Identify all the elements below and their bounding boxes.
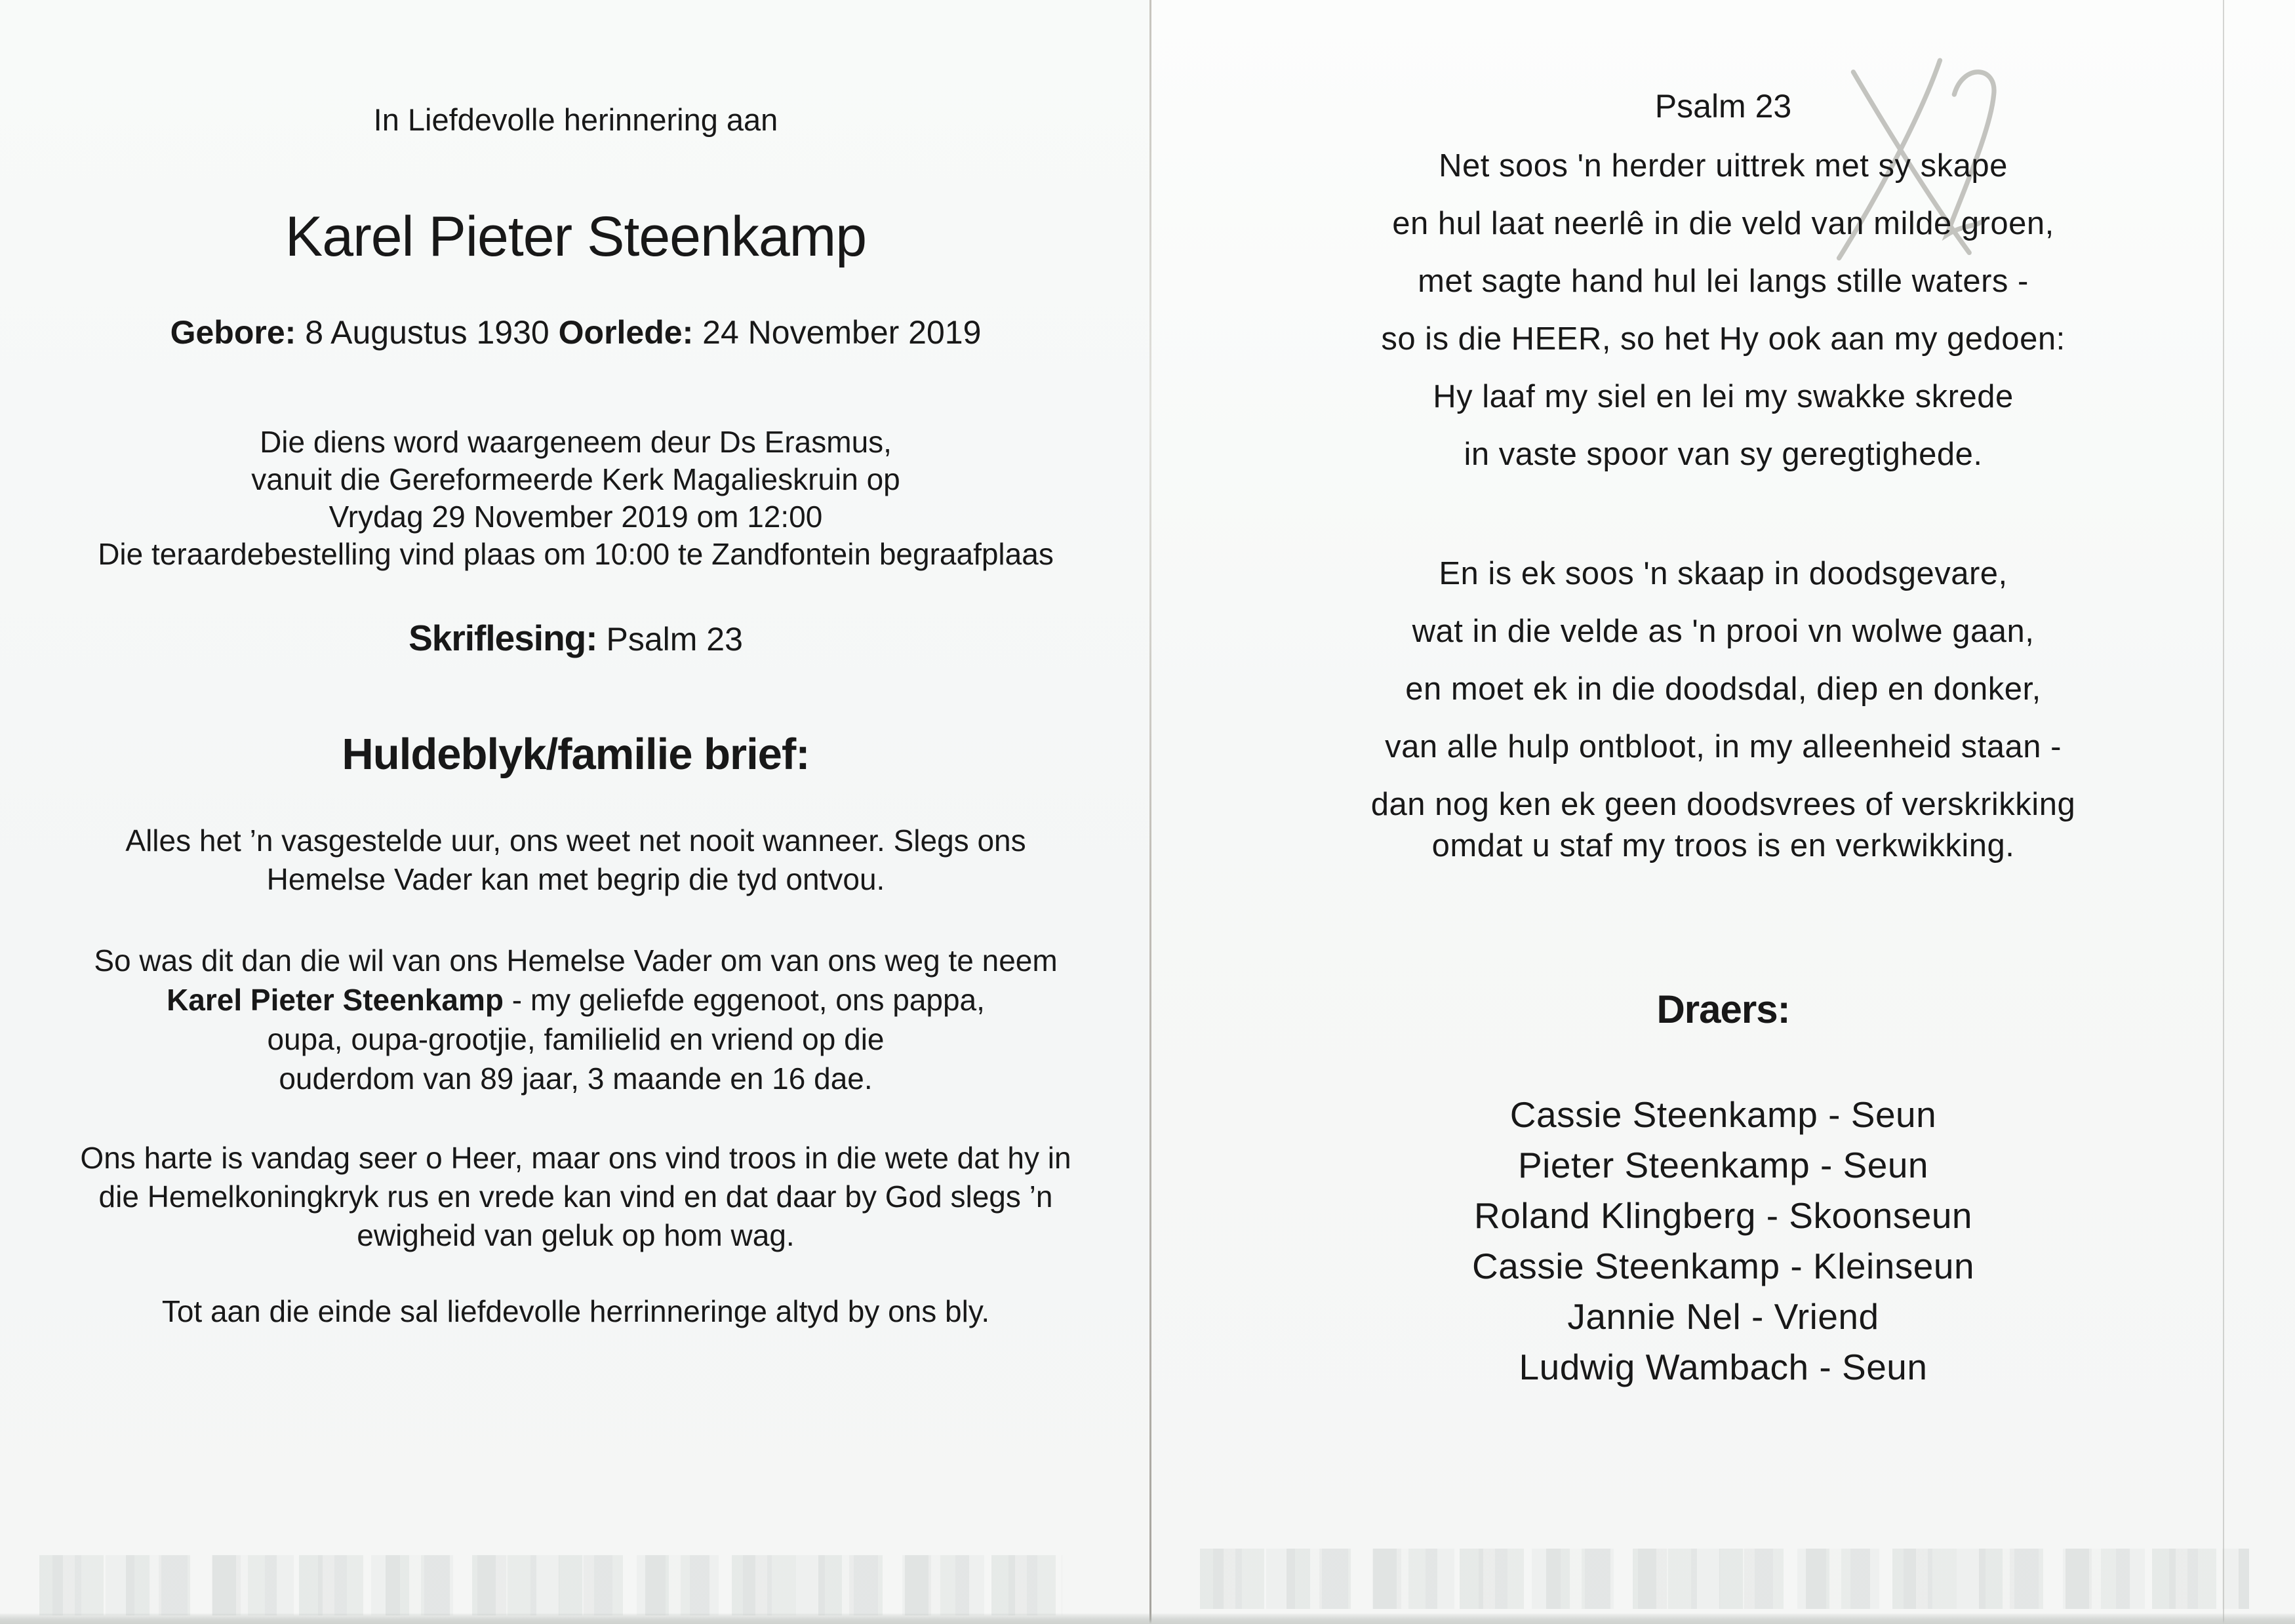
psalm-line: van alle hulp ontbloot, in my alleenheid staan - xyxy=(1385,729,2062,764)
bearer-item: Roland Klingberg - Skoonseun xyxy=(1473,1195,1973,1236)
bearers-list xyxy=(1151,1090,2295,1393)
psalm-line: Net soos 'n herder uittrek met sy skape xyxy=(1439,148,2008,184)
service-details xyxy=(0,424,1151,573)
psalm-line: in vaste spoor van sy geregtighede. xyxy=(1464,437,1983,472)
ghost-text-bleedthrough xyxy=(39,1555,1062,1615)
psalm-title: Psalm 23 xyxy=(1654,88,1792,125)
psalm-line: so is die HEER, so het Hy ook aan my gedoen: xyxy=(1381,321,2066,357)
service-line: Die teraardebestelling vind plaas om 10:00 te Zandfontein begraafplaas xyxy=(98,537,1054,571)
bearers-heading: Draers: xyxy=(1656,987,1790,1031)
tribute-line: Ons harte is vandag seer o Heer, maar ons vind troos in die wete dat hy in xyxy=(80,1141,1071,1175)
memorial-intro: In Liefdevolle herinnering aan xyxy=(373,102,778,137)
service-line: vanuit die Gereformeerde Kerk Magalieskruin op xyxy=(251,462,900,496)
psalm-line: omdat u staf my troos is en verkwikking. xyxy=(1431,828,2015,863)
psalm-line: wat in die velde as 'n prooi vn wolwe gaan, xyxy=(1412,614,2035,649)
scripture-label: Skriflesing: xyxy=(409,618,597,658)
psalm-stanza-2 xyxy=(1151,545,2295,875)
tribute-line xyxy=(0,980,1151,1020)
bearer-item: Jannie Nel - Vriend xyxy=(1567,1296,1879,1337)
bearer-item: Cassie Steenkamp - Seun xyxy=(1509,1094,1937,1135)
psalm-stanza-1 xyxy=(1151,137,2295,483)
tribute-paragraph-2 xyxy=(0,941,1151,1098)
tribute-line: ewigheid van geluk op hom wag. xyxy=(357,1218,795,1252)
tribute-heading: Huldeblyk/familie brief: xyxy=(342,730,810,779)
scripture-value: Psalm 23 xyxy=(606,621,743,658)
page-right xyxy=(1151,0,2295,1624)
bearer-item: Ludwig Wambach - Seun xyxy=(1519,1347,1928,1387)
life-dates xyxy=(0,313,1151,351)
tribute-line: ouderdom van 89 jaar, 3 maande en 16 dae. xyxy=(279,1061,873,1096)
scan-bottom-edge xyxy=(0,1614,2295,1624)
died-label: Oorlede: xyxy=(558,314,694,351)
scripture-reading xyxy=(0,617,1151,659)
bearer-item: Cassie Steenkamp - Kleinseun xyxy=(1471,1246,1975,1286)
tribute-line-suffix: - my geliefde eggenoot, ons pappa, xyxy=(503,983,985,1017)
psalm-line: Hy laaf my siel en lei my swakke skrede xyxy=(1433,379,2014,414)
psalm-line: met sagte hand hul lei langs stille waters - xyxy=(1418,264,2029,299)
tribute-line: Alles het ’n vasgestelde uur, ons weet net nooit wanneer. Slegs ons xyxy=(125,823,1026,858)
ghost-text-bleedthrough xyxy=(1200,1549,2249,1609)
died-value: 24 November 2019 xyxy=(702,314,982,351)
bearer-item: Pieter Steenkamp - Seun xyxy=(1517,1145,1928,1185)
tribute-line: oupa, oupa-grootjie, familielid en vriend op die xyxy=(267,1022,885,1056)
closing-line: Tot aan die einde sal liefdevolle herrinneringe altyd by ons bly. xyxy=(161,1294,990,1328)
service-line: Vrydag 29 November 2019 om 12:00 xyxy=(329,500,823,534)
psalm-line: en hul laat neerlê in die veld van milde groen, xyxy=(1392,206,2054,241)
card-edge-line xyxy=(2223,0,2224,1624)
tribute-line: So was dit dan die wil van ons Hemelse Vader om van ons weg te neem xyxy=(94,943,1058,978)
born-value: 8 Augustus 1930 xyxy=(305,314,549,351)
psalm-line: dan nog ken ek geen doodsvrees of verskrikking xyxy=(1370,787,2076,822)
tribute-paragraph-1 xyxy=(0,822,1151,899)
tribute-line: die Hemelkoningkryk rus en vrede kan vind en dat daar by God slegs ’n xyxy=(98,1179,1053,1214)
deceased-name: Karel Pieter Steenkamp xyxy=(285,205,867,268)
psalm-line: En is ek soos 'n skaap in doodsgevare, xyxy=(1439,556,2008,591)
service-line: Die diens word waargeneem deur Ds Erasmus, xyxy=(260,425,892,459)
born-label: Gebore: xyxy=(170,314,296,351)
tribute-paragraph-3 xyxy=(0,1139,1151,1255)
tribute-line: Hemelse Vader kan met begrip die tyd ontvou. xyxy=(266,862,885,896)
deceased-name-inline: Karel Pieter Steenkamp xyxy=(167,983,504,1017)
psalm-line: en moet ek in die doodsdal, diep en donker, xyxy=(1405,671,2041,707)
